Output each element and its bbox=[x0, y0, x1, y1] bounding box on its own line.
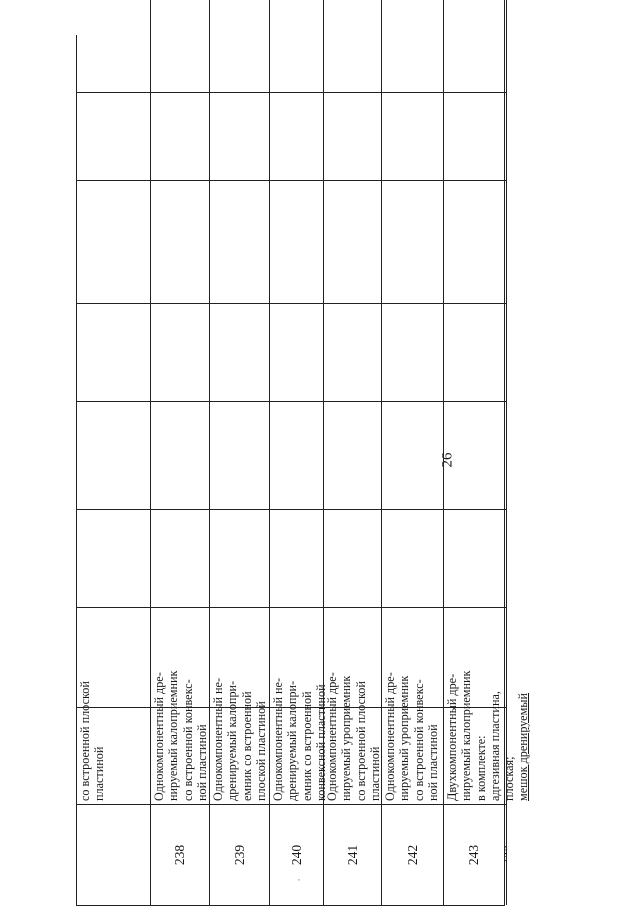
empty-cell bbox=[382, 401, 444, 509]
row-number: 240 bbox=[270, 804, 324, 905]
row-number: 239 bbox=[210, 804, 270, 905]
empty-cell bbox=[444, 180, 505, 303]
name-line: со встроенной плоской bbox=[78, 681, 92, 801]
name-line: нируемый калоприемник bbox=[166, 670, 181, 801]
empty-cell bbox=[77, 92, 151, 180]
empty-cell bbox=[151, 92, 210, 180]
empty-cell bbox=[151, 0, 210, 92]
empty-cell bbox=[505, 92, 507, 180]
empty-cell bbox=[270, 0, 324, 92]
empty-cell bbox=[444, 92, 505, 180]
name-line: нируемый уроприемник bbox=[397, 675, 412, 801]
empty-cell bbox=[324, 607, 382, 707]
name-line: емник со встроенной bbox=[239, 691, 254, 801]
product-name bbox=[210, 678, 270, 804]
product-name bbox=[77, 681, 151, 804]
name-line: дренируемый калопри- bbox=[285, 680, 300, 801]
name-line: Двухкомпонентный дре- bbox=[445, 673, 459, 801]
empty-cell bbox=[324, 509, 382, 607]
empty-cell bbox=[210, 180, 270, 303]
empty-cell bbox=[444, 303, 505, 401]
empty-cell bbox=[505, 180, 507, 303]
empty-cell bbox=[77, 509, 151, 607]
empty-cell bbox=[77, 607, 151, 707]
empty-cell bbox=[151, 401, 210, 509]
empty-cell bbox=[505, 509, 507, 607]
empty-cell bbox=[382, 607, 444, 707]
product-name bbox=[444, 670, 531, 804]
empty-cell bbox=[505, 401, 507, 509]
empty-cell bbox=[382, 303, 444, 401]
empty-cell bbox=[382, 0, 444, 92]
empty-cell bbox=[444, 607, 505, 707]
page-number: 26 bbox=[439, 452, 456, 468]
empty-cell bbox=[77, 303, 151, 401]
product-name bbox=[270, 678, 328, 804]
empty-cell bbox=[505, 303, 507, 401]
name-line: Однокомпонентный не- bbox=[271, 678, 285, 801]
empty-cell bbox=[324, 92, 382, 180]
row-number: 242 bbox=[382, 804, 444, 905]
name-line: пластиной bbox=[367, 746, 382, 801]
empty-cell bbox=[210, 401, 270, 509]
empty-cell bbox=[270, 92, 324, 180]
row-number: 238 bbox=[151, 804, 210, 905]
product-name bbox=[382, 672, 444, 804]
empty-cell bbox=[505, 607, 507, 707]
empty-cell bbox=[324, 401, 382, 509]
name-line: нируемый калоприемник bbox=[459, 670, 474, 801]
name-line: со встроенной конвекс- bbox=[411, 679, 426, 801]
data-table bbox=[76, 35, 531, 906]
row-number bbox=[77, 804, 151, 905]
name-line: Однокомпонентный дре- bbox=[383, 672, 397, 801]
empty-cell bbox=[270, 509, 324, 607]
name-line: со встроенной плоской bbox=[353, 681, 368, 801]
empty-cell bbox=[324, 303, 382, 401]
name-line: плоской пластиной bbox=[253, 701, 268, 801]
product-name bbox=[324, 672, 382, 804]
scan-artifact: , bbox=[298, 873, 300, 882]
empty-cell bbox=[505, 0, 507, 92]
empty-cell bbox=[270, 607, 324, 707]
empty-cell bbox=[210, 303, 270, 401]
empty-cell bbox=[77, 180, 151, 303]
name-line: пластиной bbox=[92, 746, 107, 801]
name-line: ной пластиной bbox=[194, 724, 209, 801]
empty-cell bbox=[151, 180, 210, 303]
name-line: Однокомпонентный дре- bbox=[152, 672, 166, 801]
name-line: нируемый уроприемник bbox=[339, 675, 354, 801]
name-line bbox=[506, 710, 507, 801]
empty-cell bbox=[270, 303, 324, 401]
row-number: 243 bbox=[444, 804, 505, 905]
name-line: дренируемый калопри- bbox=[225, 680, 240, 801]
empty-cell bbox=[270, 180, 324, 303]
empty-cell bbox=[444, 509, 505, 607]
row-number: 241 bbox=[324, 804, 382, 905]
name-line: емник со встроенной bbox=[299, 691, 314, 801]
empty-cell bbox=[77, 401, 151, 509]
empty-cell bbox=[270, 401, 324, 509]
empty-cell bbox=[210, 92, 270, 180]
name-line: конвексной пластиной bbox=[313, 684, 328, 801]
empty-cell bbox=[210, 607, 270, 707]
empty-cell bbox=[382, 180, 444, 303]
empty-cell bbox=[324, 0, 382, 92]
empty-cell bbox=[324, 180, 382, 303]
name-line: в комплекте: bbox=[473, 735, 488, 801]
empty-cell bbox=[210, 0, 270, 92]
empty-cell bbox=[444, 0, 505, 92]
empty-cell bbox=[151, 303, 210, 401]
name-line: мешок дренируемый bbox=[516, 692, 531, 801]
name-line: со встроенной конвекс- bbox=[180, 679, 195, 801]
empty-cell bbox=[210, 509, 270, 607]
row-number: 244 bbox=[505, 804, 507, 905]
product-name bbox=[505, 707, 507, 804]
name-line: Однокомпонентный не- bbox=[211, 678, 225, 801]
empty-cell bbox=[444, 401, 505, 509]
name-line: плоская; bbox=[502, 756, 517, 801]
name-line: адгезивная пластина, bbox=[487, 691, 502, 801]
name-line: Однокомпонентный дре- bbox=[325, 672, 339, 801]
empty-cell bbox=[382, 509, 444, 607]
empty-cell bbox=[151, 607, 210, 707]
empty-cell bbox=[151, 509, 210, 607]
empty-cell bbox=[77, 0, 151, 92]
product-name bbox=[151, 670, 210, 804]
name-line: ной пластиной bbox=[425, 724, 440, 801]
empty-cell bbox=[382, 92, 444, 180]
